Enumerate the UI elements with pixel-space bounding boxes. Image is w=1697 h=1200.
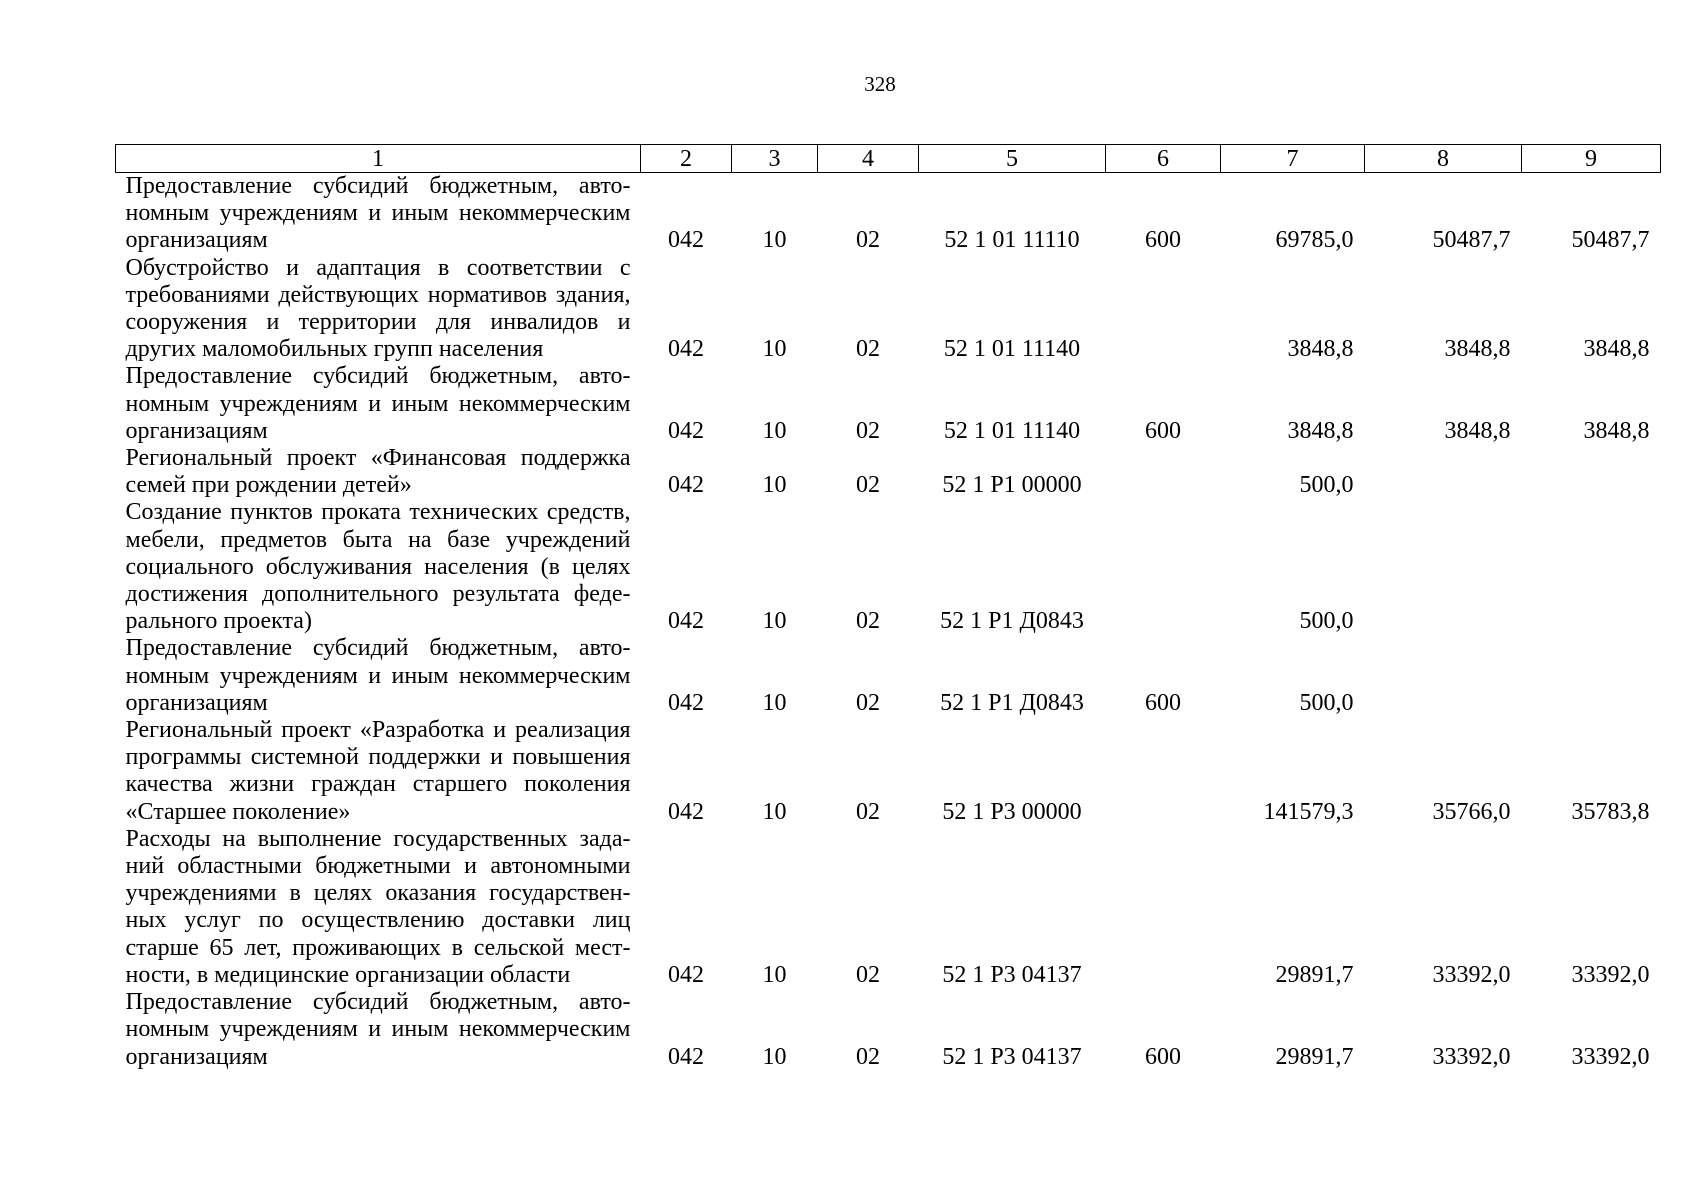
code-ministry: 042 [668, 472, 704, 499]
code-expense-type: 600 [1145, 227, 1181, 254]
code-section: 10 [762, 336, 787, 363]
amount-col-7: 141579,3 [1263, 798, 1354, 825]
table-row [116, 445, 1661, 499]
amount-col-9: 35783,8 [1571, 798, 1650, 825]
amount-col-7: 500,0 [1299, 608, 1354, 635]
table-row [116, 363, 1661, 445]
code-ministry: 042 [668, 227, 704, 254]
code-subsection: 02 [856, 798, 880, 825]
column-header-1: 1 [116, 145, 641, 173]
code-target-article: 52 1 01 11110 [944, 227, 1080, 254]
code-target-article: 52 1 P1 00000 [942, 472, 1082, 499]
amount-col-7: 3848,8 [1287, 417, 1354, 444]
code-ministry: 042 [668, 689, 704, 716]
table-row [116, 635, 1661, 717]
table-header [116, 145, 1661, 173]
amount-col-8: 50487,7 [1432, 227, 1511, 254]
amount-col-9: 50487,7 [1571, 227, 1650, 254]
code-section: 10 [762, 608, 787, 635]
code-target-article: 52 1 01 11140 [943, 417, 1081, 444]
code-expense-type: 600 [1145, 417, 1181, 444]
code-ministry: 042 [668, 961, 704, 988]
table-row [116, 173, 1661, 255]
code-ministry: 042 [668, 608, 704, 635]
column-header-4: 4 [818, 145, 919, 173]
row-name: Предоставление субсидий бюджетным, автономным учреждениям и иным некоммерческим организациям [125, 363, 631, 444]
column-header-2: 2 [641, 145, 732, 173]
table-row [116, 717, 1661, 826]
code-expense-type [1106, 499, 1221, 635]
table-row [116, 826, 1661, 989]
amount-col-8: 33392,0 [1432, 1043, 1511, 1070]
row-name: Предоставление субсидий бюджетным, автономным учреждениям и иным некоммерческим организациям [125, 173, 631, 254]
row-name: Расходы на выполнение государственных заданий областными бюджетными и автономными учреждениями в целях оказания государственных услуг по осуществлению доставки лиц старше 65 лет, проживающих в сельской местности, в медицинские организации области [125, 825, 631, 988]
amount-col-8 [1365, 499, 1522, 635]
code-expense-type [1106, 255, 1221, 364]
table-row [116, 989, 1661, 1071]
column-header-6: 6 [1106, 145, 1221, 173]
code-target-article: 52 1 P1 Д0843 [940, 689, 1084, 716]
code-ministry: 042 [668, 336, 704, 363]
amount-col-9: 33392,0 [1571, 1043, 1650, 1070]
code-subsection: 02 [856, 472, 880, 499]
code-target-article: 52 1 P3 04137 [942, 1043, 1082, 1070]
row-name: Обустройство и адаптация в соответствии с требованиями действующих нормативов здания, сооружения и территории для инвалидов и других маломобильных групп населения [125, 254, 631, 363]
row-name: Предоставление субсидий бюджетным, автономным учреждениям и иным некоммерческим организациям [125, 635, 631, 716]
code-subsection: 02 [856, 336, 880, 363]
amount-col-8: 3848,8 [1444, 336, 1511, 363]
page-number: 328 [864, 72, 896, 96]
code-subsection: 02 [856, 689, 880, 716]
amount-col-9 [1522, 499, 1661, 635]
table-body [116, 173, 1661, 1071]
code-target-article: 52 1 P1 Д0843 [940, 608, 1084, 635]
code-ministry: 042 [668, 1043, 704, 1070]
header-row [116, 145, 1661, 173]
column-header-7: 7 [1221, 145, 1365, 173]
amount-col-9 [1522, 445, 1661, 499]
code-section: 10 [762, 961, 787, 988]
code-target-article: 52 1 P3 00000 [942, 798, 1082, 825]
row-name: Региональный проект «Разработка и реализация программы системной поддержки и повышения качества жизни граждан старшего поколения «Старшее поколение» [125, 717, 631, 825]
row-name: Предоставление субсидий бюджетным, автономным учреждениям и иным некоммерческим организациям [125, 989, 631, 1070]
amount-col-9: 3848,8 [1583, 417, 1650, 444]
table-row [116, 255, 1661, 364]
amount-col-9: 3848,8 [1583, 336, 1650, 363]
budget-table [115, 144, 1661, 1071]
amount-col-8: 35766,0 [1432, 798, 1511, 825]
code-expense-type [1106, 717, 1221, 826]
code-expense-type: 600 [1145, 1043, 1181, 1070]
amount-col-8: 33392,0 [1432, 961, 1511, 988]
code-section: 10 [762, 1043, 787, 1070]
code-section: 10 [762, 472, 787, 499]
code-target-article: 52 1 01 11140 [943, 336, 1081, 363]
amount-col-7: 69785,0 [1275, 227, 1354, 254]
column-header-5: 5 [919, 145, 1106, 173]
table-row [116, 499, 1661, 635]
column-header-3: 3 [732, 145, 818, 173]
code-section: 10 [762, 798, 787, 825]
code-section: 10 [762, 417, 787, 444]
code-ministry: 042 [668, 798, 704, 825]
code-section: 10 [762, 227, 787, 254]
code-subsection: 02 [856, 608, 880, 635]
row-name: Региональный проект «Финансовая поддержка семей при рождении детей» [125, 445, 631, 499]
code-expense-type [1106, 445, 1221, 499]
amount-col-9 [1522, 635, 1661, 717]
column-header-8: 8 [1365, 145, 1522, 173]
code-expense-type: 600 [1145, 689, 1181, 716]
amount-col-7: 29891,7 [1275, 1043, 1354, 1070]
code-ministry: 042 [668, 417, 704, 444]
amount-col-7: 29891,7 [1275, 961, 1354, 988]
amount-col-8 [1365, 635, 1522, 717]
code-subsection: 02 [856, 417, 880, 444]
amount-col-7: 500,0 [1299, 472, 1354, 499]
amount-col-8 [1365, 445, 1522, 499]
code-subsection: 02 [856, 227, 880, 254]
code-expense-type [1106, 826, 1221, 989]
amount-col-7: 3848,8 [1287, 336, 1354, 363]
code-subsection: 02 [856, 961, 880, 988]
row-name: Создание пунктов проката технических средств, мебели, предметов быта на базе учреждений социального обслуживания населения (в целях достижения дополнительного результата федерального проекта) [125, 499, 631, 635]
amount-col-7: 500,0 [1299, 689, 1354, 716]
code-subsection: 02 [856, 1043, 880, 1070]
amount-col-9: 33392,0 [1571, 961, 1650, 988]
code-section: 10 [762, 689, 787, 716]
code-target-article: 52 1 P3 04137 [942, 961, 1082, 988]
amount-col-8: 3848,8 [1444, 417, 1511, 444]
column-header-9: 9 [1522, 145, 1661, 173]
